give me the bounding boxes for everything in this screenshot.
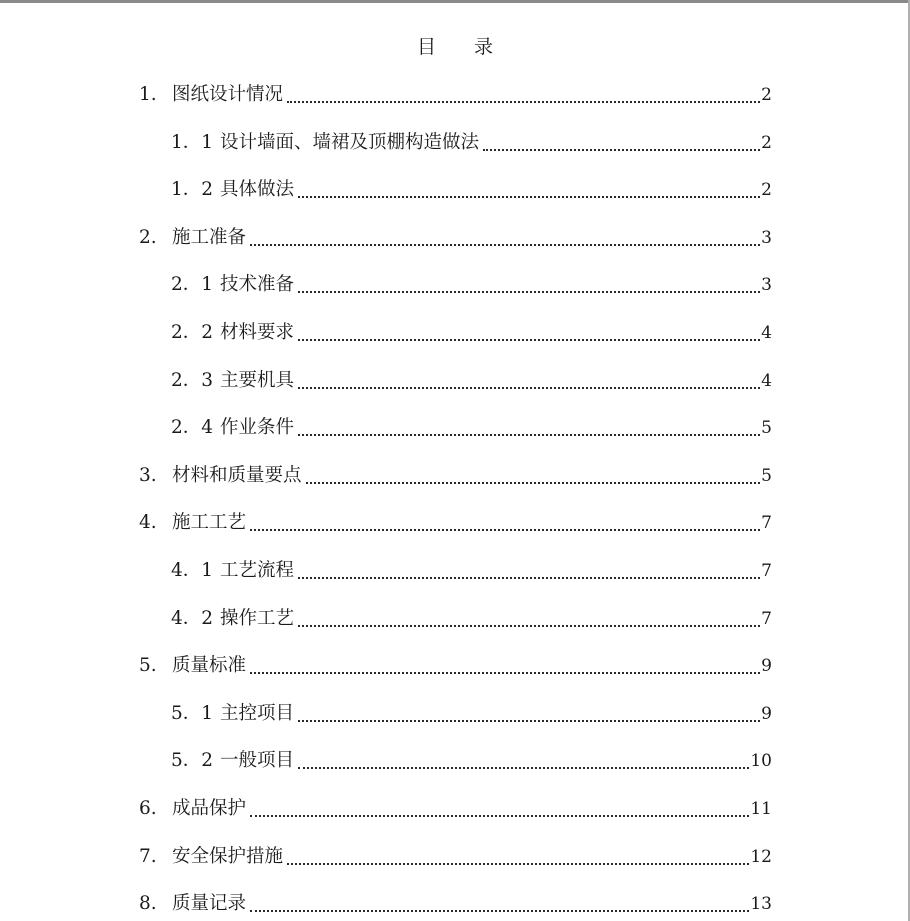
toc-entry-number: 5．1	[171, 702, 214, 724]
toc-dot-leader	[298, 434, 760, 436]
toc-entry-number: 1．2	[171, 179, 214, 201]
toc-entry-title: 主控项目	[220, 702, 295, 724]
toc-entry-page-number: 13	[750, 894, 772, 915]
toc-entry-page-number: 2	[761, 85, 772, 105]
toc-entry-title: 操作工艺	[220, 607, 295, 629]
toc-entry-number: 2．1	[171, 274, 214, 296]
toc-dot-leader	[287, 863, 749, 865]
toc-entry-page-number: 4	[761, 323, 772, 343]
toc-entry-number: 2．3	[171, 369, 214, 391]
toc-entry-title: 图纸设计情况	[172, 84, 284, 105]
toc-entry-title: 技术准备	[220, 274, 295, 296]
toc-entry-number: 5．2	[171, 750, 214, 772]
toc-entry-number: 2．4	[171, 417, 214, 439]
toc-entry-title: 一般项目	[220, 750, 295, 772]
toc-entry-page-number: 10	[750, 751, 772, 772]
toc-dot-leader	[298, 767, 749, 769]
toc-entry[interactable]	[139, 226, 772, 250]
toc-dot-leader	[250, 529, 760, 531]
toc-dot-leader	[250, 910, 749, 912]
toc-dot-leader	[483, 149, 760, 151]
page-title-char-2: 录	[474, 36, 494, 58]
toc-dot-leader	[306, 482, 761, 484]
toc-entry-page-number: 4	[761, 370, 772, 391]
toc-entry[interactable]	[171, 607, 772, 631]
toc-dot-leader	[250, 672, 760, 674]
toc-entry-number: 5.	[139, 655, 157, 677]
toc-entry-title: 具体做法	[220, 179, 295, 201]
toc-entry-page-number: 5	[761, 465, 772, 486]
toc-entry-title: 材料要求	[220, 322, 295, 343]
toc-entry[interactable]	[171, 749, 772, 773]
toc-dot-leader	[298, 339, 760, 341]
toc-entry[interactable]	[139, 464, 772, 488]
toc-entry-title: 作业条件	[220, 417, 295, 439]
toc-entry[interactable]	[139, 83, 772, 107]
toc-entry-page-number: 5	[761, 418, 772, 439]
toc-entry[interactable]	[171, 416, 772, 440]
toc-entry[interactable]	[171, 702, 772, 726]
toc-dot-leader	[298, 387, 760, 389]
toc-entry[interactable]	[171, 321, 772, 345]
toc-dot-leader	[298, 577, 760, 579]
toc-entry-title: 安全保护措施	[172, 845, 284, 867]
toc-entry-title: 质量记录	[172, 893, 247, 915]
toc-dot-leader	[250, 815, 749, 817]
toc-entry-number: 1.	[139, 84, 157, 105]
toc-entry-page-number: 9	[761, 703, 772, 724]
toc-entry-number: 1．1	[171, 131, 214, 153]
toc-entry[interactable]	[171, 559, 772, 583]
toc-entry-page-number: 12	[750, 846, 772, 867]
toc-entry-page-number: 7	[761, 561, 772, 581]
toc-dot-leader	[298, 196, 760, 198]
toc-entry-number: 2．2	[171, 322, 214, 343]
toc-entry-number: 6.	[139, 798, 157, 819]
toc-entry-number: 7.	[139, 845, 157, 867]
toc-entry-page-number: 11	[750, 799, 772, 819]
toc-entry-page-number: 3	[761, 227, 772, 248]
toc-dot-leader	[250, 244, 760, 246]
toc-entry-number: 4．2	[171, 607, 214, 629]
toc-entry-number: 3.	[139, 464, 157, 486]
toc-dot-leader	[287, 101, 760, 103]
toc-dot-leader	[298, 720, 760, 722]
toc-dot-leader	[298, 625, 760, 627]
toc-entry-title: 施工准备	[172, 226, 247, 248]
toc-entry-title: 材料和质量要点	[172, 464, 302, 486]
toc-entry-page-number: 7	[761, 608, 772, 629]
toc-entry-number: 4．1	[171, 560, 214, 581]
page-title	[0, 32, 910, 59]
toc-entry[interactable]	[171, 131, 772, 155]
toc-entry-title: 工艺流程	[220, 560, 295, 581]
page-title-char-1: 目	[416, 36, 436, 58]
toc-entry[interactable]	[139, 797, 772, 821]
toc-entry-page-number: 2	[761, 180, 772, 201]
toc-entry-page-number: 2	[761, 132, 772, 153]
toc-dot-leader	[298, 291, 760, 293]
toc-entry-page-number: 3	[761, 275, 772, 296]
toc-entry-number: 2.	[139, 226, 157, 248]
toc-entry-title: 主要机具	[220, 369, 295, 391]
toc-entry-number: 8.	[139, 893, 157, 915]
toc-entry-title: 施工工艺	[172, 512, 247, 534]
toc-entry-number: 4.	[139, 512, 157, 534]
toc-entry[interactable]	[139, 654, 772, 678]
toc-entry-title: 成品保护	[172, 798, 247, 819]
toc-entry[interactable]	[171, 369, 772, 393]
toc-entry[interactable]	[139, 511, 772, 535]
page-top-border	[0, 0, 910, 3]
toc-entry[interactable]	[171, 273, 772, 297]
toc-entry[interactable]	[139, 845, 772, 869]
toc-entry[interactable]	[139, 892, 772, 916]
toc-entry-page-number: 7	[761, 513, 772, 534]
toc-entry-page-number: 9	[761, 656, 772, 677]
toc-entry[interactable]	[171, 178, 772, 202]
toc-entry-title: 设计墙面、墙裙及顶棚构造做法	[220, 131, 480, 153]
toc-entry-title: 质量标准	[172, 655, 247, 677]
